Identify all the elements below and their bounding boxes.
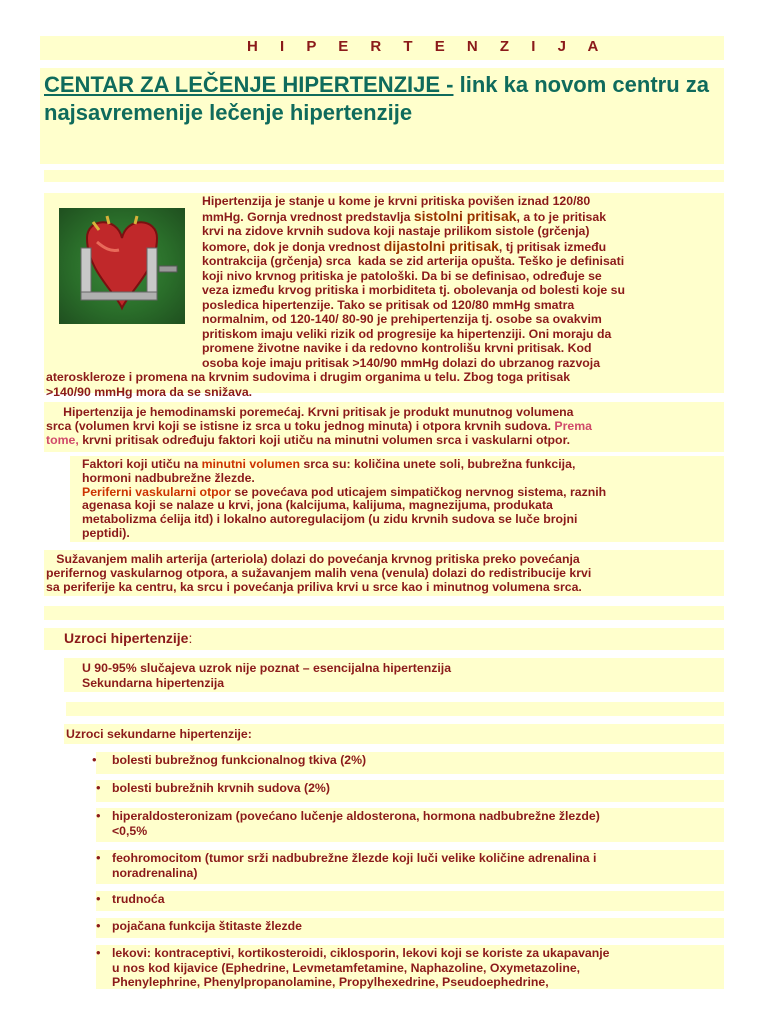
intro-line (46, 224, 722, 239)
secondary-cause-line: feohromocitom (tumor srži nadbubrežne žlezde koji luči velike količine adrenalina i (112, 851, 597, 865)
intro-line (46, 209, 722, 225)
secondary-heading: Uzroci sekundarne hipertenzije: (66, 727, 252, 741)
causes-colon: : (188, 630, 193, 646)
text-run: Sužavanjem malih arterija (arteriola) dolazi do povećanja krvnog pritiska preko povećanja (46, 552, 580, 566)
text-run: se povećava pod uticajem simpatičkog nervnog sistema, raznih (230, 484, 607, 499)
center-link[interactable]: CENTAR ZA LEČENJE HIPERTENZIJE - (44, 72, 454, 97)
para3-line (82, 486, 722, 500)
text-run: komore, dok je donja vrednost (202, 239, 384, 254)
spacer-band (66, 702, 724, 716)
text-run: krvi na zidove krvnih sudova koji nastaje prilikom sistole (grčenja) (202, 224, 590, 238)
para4-line (46, 566, 722, 580)
bullet-icon: • (92, 752, 97, 767)
secondary-cause-line: pojačana funkcija štitaste žlezde (112, 919, 302, 933)
intro-line (46, 327, 722, 342)
bullet-icon: • (96, 891, 101, 906)
text-run: krvni pritisak određuju faktori koji utiču na minutni volumen srca i vaskularni otpor. (78, 433, 571, 448)
secondary-cause-line: noradrenalina) (112, 865, 198, 880)
intro-paragraph (46, 194, 722, 399)
secondary-cause-text (112, 753, 366, 768)
secondary-cause-text (112, 919, 302, 934)
secondary-cause-line: Phenylephrine, Phenylpropanolamine, Propylhexedrine, Pseudoephedrine, (112, 975, 549, 989)
intro-line (46, 312, 722, 327)
secondary-cause-line: lekovi: kontraceptivi, kortikosteroidi, ciklosporin, lekovi koji se koriste za ukapavanje (112, 946, 610, 960)
intro-line (46, 341, 722, 356)
secondary-cause-text (112, 946, 610, 990)
para3-line (82, 513, 722, 527)
intro-line (46, 356, 722, 371)
causes-heading-text: Uzroci hipertenzije (64, 630, 189, 646)
text-run: veza između krvog pritiska i morbiditeta tj. obolevanja od bolesti koje su (202, 283, 625, 297)
intro-line (46, 298, 722, 313)
text-run: pritiskom imaju veliki rizik od progresije ka hipertenziji. Oni moraju da (202, 326, 612, 341)
emphasis-term: dijastolni pritisak (383, 237, 499, 254)
spacer-band (44, 170, 724, 182)
text-run: ateroskleroze i promena na krvnim sudovima i drugim organima u telu. Zbog toga pritisak (46, 370, 571, 384)
secondary-cause-item (96, 808, 724, 842)
text-run: hormoni nadbubrežne žlezde. (82, 470, 255, 485)
secondary-cause-text (112, 809, 600, 838)
highlight-term: minutni volumen (201, 457, 300, 471)
text-run: >140/90 mmHg mora da se snižava. (46, 384, 253, 399)
para3-line (82, 458, 722, 472)
text-run: promene životne navike i da redovno kontrolišu krvni pritisak. Kod (202, 341, 592, 355)
text-run: osoba koje imaju pritisak >140/90 mmHg dolazi do ubrzanog razvoja (202, 355, 601, 370)
cause-line: U 90-95% slučajeva uzrok nije poznat – esencijalna hipertenzija (82, 661, 452, 675)
bullet-icon: • (96, 850, 101, 865)
text-run: perifernog vaskularnog otpora, a sužavanjem malih vena (venula) dolazi do redistribucije krvi (46, 566, 592, 581)
highlight-term: Prema (554, 419, 593, 434)
bullet-icon: • (96, 945, 101, 960)
para2-line (46, 433, 722, 447)
para4-line (46, 552, 722, 566)
intro-line (46, 385, 722, 400)
para4 (46, 552, 722, 595)
intro-line (46, 283, 722, 298)
secondary-cause-line: <0,5% (112, 823, 148, 838)
intro-line (46, 239, 722, 255)
text-run: srca (volumen krvi koji se istisne iz srca u toku jednog minuta) i otpora krvnih sudova. (46, 419, 555, 434)
bullet-icon: • (96, 808, 101, 823)
secondary-cause-text (112, 892, 165, 907)
para4-line (46, 580, 722, 594)
secondary-cause-item (96, 891, 724, 911)
secondary-cause-item (92, 752, 724, 774)
highlight-term: Periferni vaskularni otpor (82, 484, 231, 499)
text-run: , tj pritisak između (498, 239, 607, 254)
secondary-cause-line: hiperaldosteronizam (povećano lučenje aldosterona, hormona nadbubrežne žlezde) (112, 809, 600, 823)
text-run: posledica hipertenzije. Tako se pritisak od 120/80 mmHg smatra (202, 297, 575, 312)
intro-line (46, 254, 722, 269)
text-run: Hipertenzija je hemodinamski poremećaj. Krvni pritisak je produkt munutnog volumena (46, 405, 574, 419)
secondary-cause-line: u nos kod kijavice (Ephedrine, Levmetamfetamine, Naphazoline, Oxymetazoline, (112, 960, 581, 975)
secondary-cause-text (112, 851, 596, 880)
intro-line (46, 194, 722, 209)
center-heading (44, 71, 734, 127)
causes-heading (64, 631, 192, 646)
center-link-rest: link ka novom centru za najsavremenije lečenje hipertenzije (44, 72, 709, 125)
text-run: , a to je pritisak (516, 209, 607, 224)
intro-line (46, 370, 722, 385)
text-run: kontrakcija (grčenja) srca kada se zid arterija opušta. Teško je definisati (202, 254, 625, 268)
spacer-band (44, 606, 724, 620)
para3-line (82, 527, 722, 541)
para2-line (46, 405, 722, 419)
text-run: srca su: količina unete soli, bubrežna funkcija, (299, 457, 576, 471)
secondary-cause-line: trudnoća (112, 892, 165, 906)
highlight-term: tome, (46, 433, 79, 448)
text-run: Hipertenzija je stanje u kome je krvni pritiska povišen iznad 120/80 (202, 194, 591, 208)
bullet-icon: • (96, 918, 101, 933)
emphasis-term: sistolni pritisak (413, 207, 517, 224)
text-run: Faktori koji utiču na (82, 457, 202, 471)
para2-line (46, 419, 722, 433)
bullet-icon: • (96, 780, 101, 795)
text-run: koji nivo krvnog pritiska je patološki. Da bi se definisao, određuje se (202, 268, 602, 283)
para2 (46, 405, 722, 448)
page-title: H I P E R T E N Z I J A (247, 38, 608, 55)
secondary-cause-line: bolesti bubrežnog funkcionalnog tkiva (2%) (112, 753, 367, 767)
secondary-cause-item (96, 918, 724, 938)
para3-line (82, 499, 722, 513)
cause-line: Sekundarna hipertenzija (82, 675, 225, 690)
secondary-cause-item (96, 945, 724, 989)
text-run: peptidi). (82, 525, 130, 540)
para3 (82, 458, 722, 541)
text-run: agenasa koji se nalaze u krvi, jona (kalcijuma, kalijuma, magnezijuma, produkata (82, 498, 553, 513)
text-run: normalnim, od 120-140/ 80-90 je prehipertenzija tj. osobe sa ovakvim (202, 312, 602, 326)
text-run: mmHg. Gornja vrednost predstavlja (202, 209, 414, 224)
intro-line (46, 269, 722, 284)
secondary-cause-item (96, 850, 724, 884)
secondary-cause-text (112, 781, 330, 796)
secondary-cause-line: bolesti bubrežnih krvnih sudova (2%) (112, 781, 330, 795)
text-run: metabolizma ćelija itd) i lokalno autoregulacijom (u zidu krvnih sudova se luče brojni (82, 512, 578, 527)
text-run: sa periferije ka centru, ka srcu i povećanja priliva krvi u srce kao i minutnog volumena srca. (46, 580, 582, 595)
para3-line (82, 472, 722, 486)
causes-list (82, 661, 451, 690)
secondary-cause-item (96, 780, 724, 802)
